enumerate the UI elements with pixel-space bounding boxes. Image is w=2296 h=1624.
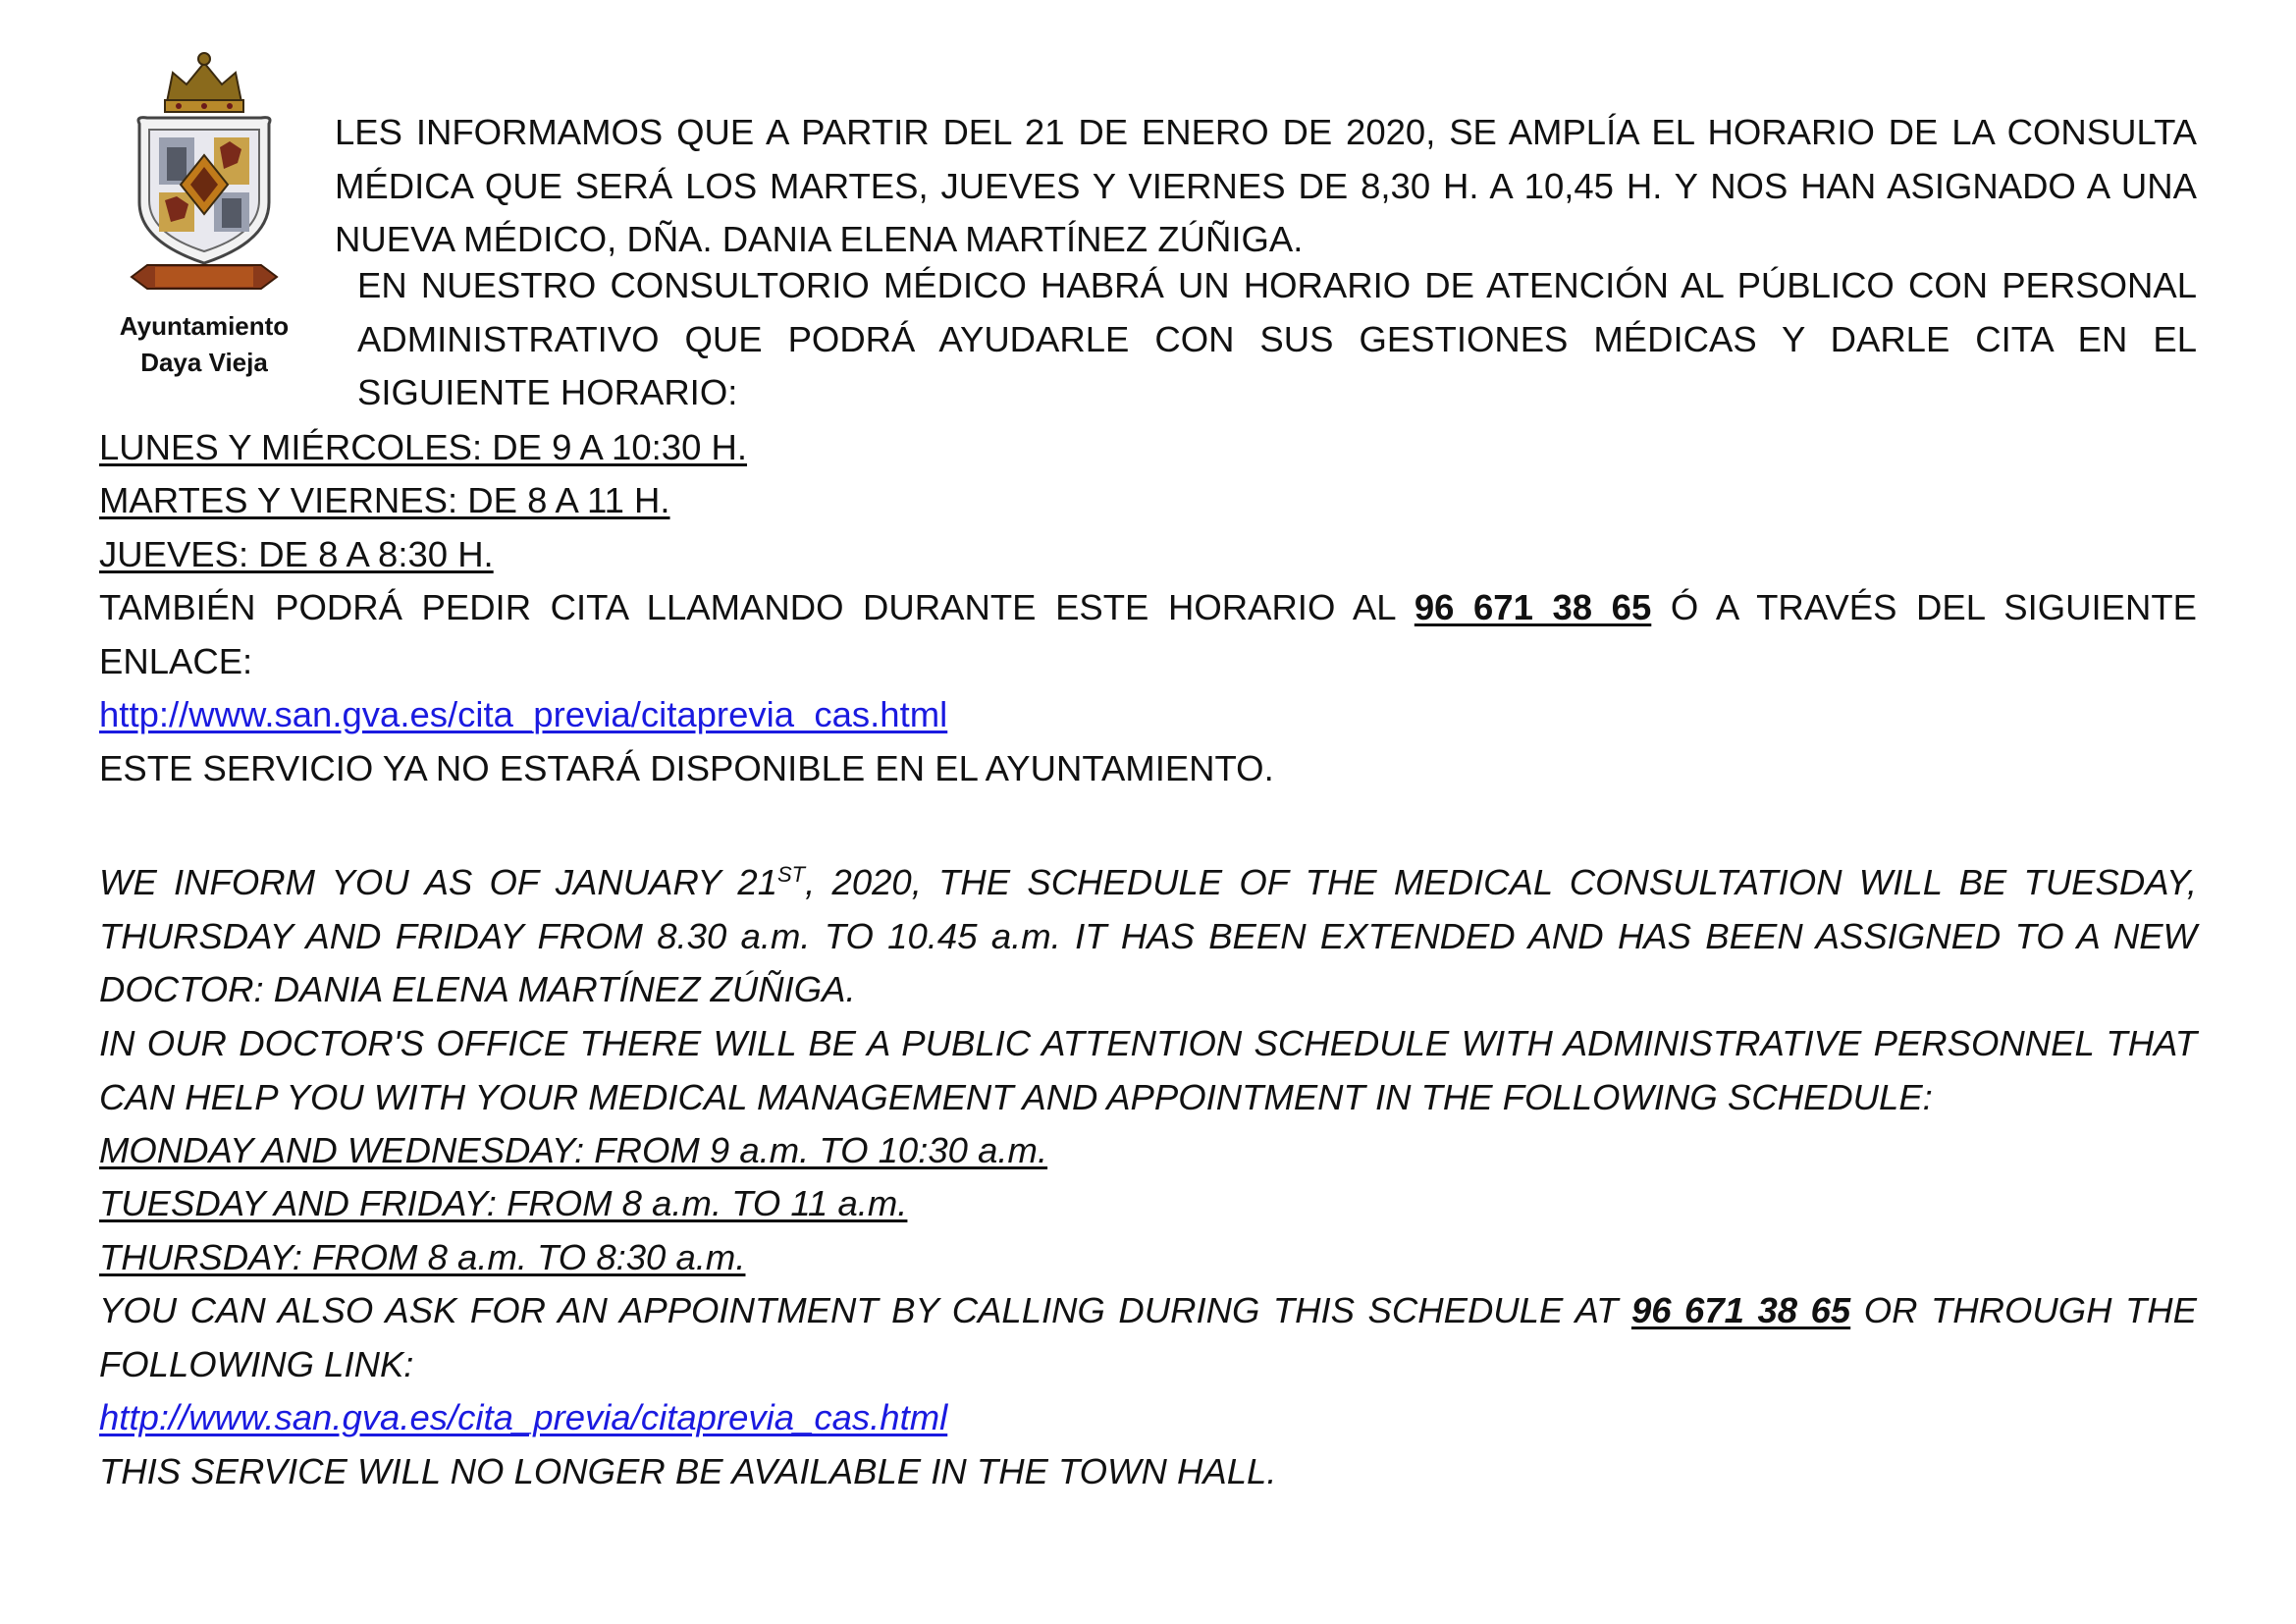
es-call-text: TAMBIÉN PODRÁ PEDIR CITA LLAMANDO DURANTE ESTE HORARIO AL — [99, 587, 1415, 627]
municipality-name — [98, 308, 310, 381]
es-call-paragraph — [99, 581, 2197, 688]
es-schedule-monday-wednesday: LUNES Y MIÉRCOLES: DE 9 A 10:30 H. — [99, 427, 748, 467]
en-call-text-end: OR THROUGH THE FOLLOWING LINK: — [99, 1290, 2197, 1384]
org-line-1: Ayuntamiento — [119, 311, 290, 341]
en-closing-note: THIS SERVICE WILL NO LONGER BE AVAILABLE IN THE TOWN HALL. — [99, 1451, 1277, 1491]
coat-of-arms-icon — [126, 45, 283, 293]
es-schedule-tuesday-friday: MARTES Y VIERNES: DE 8 A 11 H. — [99, 480, 670, 520]
en-intro-text-end: , 2020, THE SCHEDULE OF THE MEDICAL CONSULTATION WILL BE TUESDAY, THURSDAY AND FRIDAY FROM 8.30 a.m. TO 10.45 a.m. IT HAS BEEN EXTENDED AND HAS BEEN ASSIGNED TO A NEW DOCTOR: DANIA ELENA MARTÍNEZ ZÚÑIGA. — [99, 862, 2198, 1009]
en-call-text: YOU CAN ALSO ASK FOR AN APPOINTMENT BY CALLING DURING THIS SCHEDULE AT — [99, 1290, 1631, 1330]
es-office-paragraph: EN NUESTRO CONSULTORIO MÉDICO HABRÁ UN HORARIO DE ATENCIÓN AL PÚBLICO CON PERSONAL ADMINISTRATIVO QUE PODRÁ AYUDARLE CON SUS GESTIONES MÉDICAS Y DARLE CITA EN EL SIGUIENTE HORARIO: — [357, 265, 2197, 412]
org-line-2: Daya Vieja — [140, 348, 268, 377]
en-intro-paragraph — [99, 856, 2197, 1017]
es-call-text-end: Ó A TRAVÉS DEL SIGUIENTE ENLACE: — [99, 587, 2198, 681]
en-schedule-thursday: THURSDAY: FROM 8 a.m. TO 8:30 a.m. — [99, 1237, 746, 1277]
en-schedule-tuesday-friday: TUESDAY AND FRIDAY: FROM 8 a.m. TO 11 a.m. — [99, 1183, 908, 1223]
es-phone-number: 96 671 38 65 — [1414, 587, 1652, 627]
es-link-text[interactable]: http://www.san.gva.es/cita_previa/citaprevia_cas.html — [99, 694, 948, 734]
es-appointment-link[interactable] — [99, 688, 947, 742]
en-phone-number: 96 671 38 65 — [1630, 1290, 1851, 1330]
en-intro-text: WE INFORM YOU AS OF JANUARY 21 — [99, 862, 777, 902]
en-schedule-monday-wednesday: MONDAY AND WEDNESDAY: FROM 9 a.m. TO 10:30 a.m. — [99, 1130, 1048, 1170]
es-schedule-thursday: JUEVES: DE 8 A 8:30 H. — [99, 534, 494, 574]
en-office-paragraph: IN OUR DOCTOR'S OFFICE THERE WILL BE A PUBLIC ATTENTION SCHEDULE WITH ADMINISTRATIVE PERSONNEL THAT CAN HELP YOU WITH YOUR MEDICAL MANAGEMENT AND APPOINTMENT IN THE FOLLOWING SCHEDULE: — [99, 1023, 2197, 1117]
es-closing-note: ESTE SERVICIO YA NO ESTARÁ DISPONIBLE EN EL AYUNTAMIENTO. — [99, 748, 1274, 788]
es-intro-paragraph: LES INFORMAMOS QUE A PARTIR DEL 21 DE ENERO DE 2020, SE AMPLÍA EL HORARIO DE LA CONSULTA MÉDICA QUE SERÁ LOS MARTES, JUEVES Y VIERNES DE 8,30 H. A 10,45 H. Y NOS HAN ASIGNADO A UNA NUEVA MÉDICO, DÑA. DANIA ELENA MARTÍNEZ ZÚÑIGA. — [335, 112, 2197, 259]
en-link-text[interactable]: http://www.san.gva.es/cita_previa/citaprevia_cas.html — [99, 1397, 948, 1437]
en-call-paragraph — [99, 1284, 2197, 1391]
en-intro-ordinal: ST — [777, 861, 806, 887]
en-appointment-link[interactable] — [99, 1391, 947, 1445]
